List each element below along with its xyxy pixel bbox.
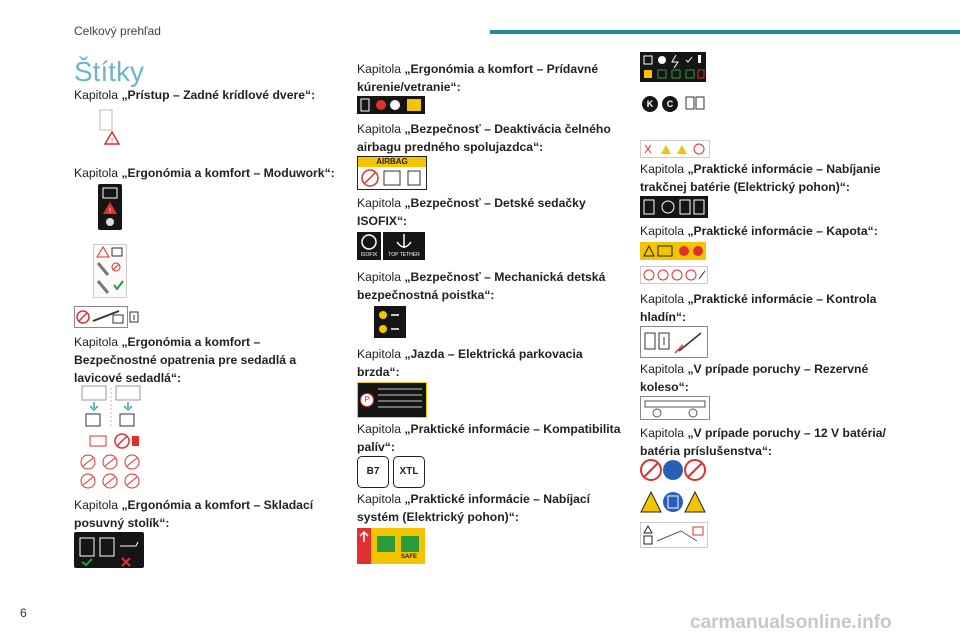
moduwork-label-light [93,244,127,298]
fuel-b7-label: B7 [357,456,389,488]
top-tether-label-text: TOP TETHER [388,252,420,258]
caption-12v-battery: Kapitola „V prípade poruchy – 12 V batéria/ batéria príslušenstva“: [640,426,886,458]
parking-brake-label [357,382,427,418]
folding-table-label [74,532,144,568]
caption-moduwork: Kapitola „Ergonómia a komfort – Moduwork“: [74,166,335,180]
caption-traction-battery: Kapitola „Praktické informácie – Nabíjanie trakčnej batérie (Elektrický pohon)“: [640,162,881,194]
key-c-icon: C [662,96,678,112]
charging-system-label [357,528,425,564]
watermark: carmanualsonline.info [690,612,892,633]
caption-isofix: Kapitola „Bezpečnosť – Detské sedačky ISOFIX“: [357,196,586,228]
top-tether-label [383,232,425,260]
fluid-levels-label [640,326,708,358]
header-accent-bar [490,30,960,34]
seat-icons-row-1 [80,454,142,470]
fuel-xtl-label: XTL [393,456,425,488]
moduwork-belt-label [74,306,128,328]
caption-child-lock: Kapitola „Bezpečnosť – Mechanická detská bezpečnostná poistka“: [357,270,606,302]
caption-fuel-compatibility: Kapitola „Praktické informácie – Kompatibilita palív“: [357,422,621,454]
seat-icons-row-2 [80,473,142,489]
svg-text:!: ! [110,137,114,145]
page-title: Štítky [74,56,145,87]
seat-safety-diagram [80,384,142,428]
caption-rear-doors: Kapitola „Prístup – Zadné krídlové dvere“: [74,88,316,102]
spare-wheel-label [640,396,710,420]
page-number: 6 [20,606,27,620]
park-p-icon: P [360,393,374,407]
caption-seat-safety: Kapitola „Ergonómia a komfort – Bezpečnostné opatrenia pre sedadlá a lavicové sedadlá“: [74,335,297,385]
moduwork-label-dark [98,184,122,230]
caption-folding-table: Kapitola „Ergonómia a komfort – Skladací posuvný stolík“: [74,498,314,530]
caption-parking-brake: Kapitola „Jazda – Elektrická parkovacia brzda“: [357,347,583,379]
key-k-icon: K [642,96,658,112]
isofix-label [357,232,381,260]
aux-heating-label [357,96,425,114]
svg-text:!: ! [108,207,112,215]
traction-status-label [640,52,706,82]
caption-charging-system: Kapitola „Praktické informácie – Nabíjací systém (Elektrický pohon)“: [357,492,591,524]
bonnet-warning-label [640,242,706,260]
running-header: Celkový prehľad [74,24,161,38]
caption-airbag-deactivation: Kapitola „Bezpečnosť – Deaktivácia čelného airbagu predného spolujazdca“: [357,122,611,154]
battery-warning-row [640,490,706,514]
airbag-label-text: AIRBAG [376,157,408,166]
key-badges-label [640,94,706,114]
caption-aux-heating: Kapitola „Ergonómia a komfort – Prídavné kúrenie/vetranie“: [357,62,599,94]
seat-prohibition-strip [88,432,140,450]
info-book-icon [129,311,139,323]
caption-fluid-levels: Kapitola „Praktické informácie – Kontrola hladín“: [640,292,877,324]
caption-spare-wheel: Kapitola „V prípade poruchy – Rezervné koleso“: [640,362,869,394]
battery-connection-label [640,522,708,548]
charging-warning-strip [640,140,710,158]
traction-battery-label [640,196,708,218]
child-lock-label [374,306,406,338]
caption-bonnet: Kapitola „Praktické informácie – Kapota“: [640,224,878,238]
isofix-label-text: ISOFIX [360,252,378,258]
battery-prohibition-row [640,458,706,482]
safe-text: SAFE [401,554,418,560]
bonnet-icons-strip [640,266,708,284]
airbag-label [357,156,427,190]
rear-door-label [98,108,126,148]
